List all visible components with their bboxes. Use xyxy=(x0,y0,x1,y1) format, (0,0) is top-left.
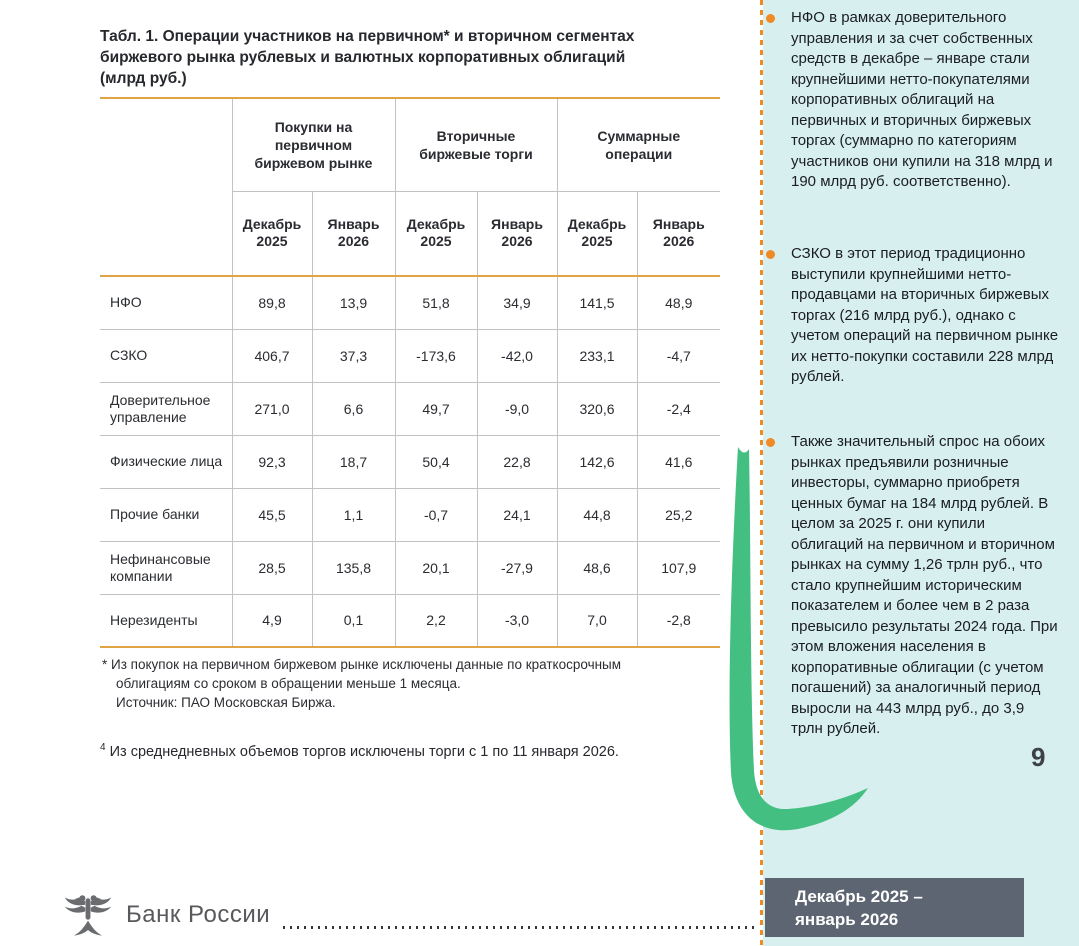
footer-dotted-line xyxy=(283,926,756,929)
cell-value: 233,1 xyxy=(557,329,637,382)
table-title-line-1: Табл. 1. Операции участников на первичном* и вторичном сегментах xyxy=(100,28,635,45)
cell-value: 51,8 xyxy=(395,276,477,329)
table-row-trust-management xyxy=(100,382,720,435)
cell-value: -2,8 xyxy=(637,594,720,647)
footnote-4-marker: 4 xyxy=(100,742,106,753)
period-line-1: Декабрь 2025 – xyxy=(795,886,923,906)
cell-value: 44,8 xyxy=(557,488,637,541)
cell-value: 142,6 xyxy=(557,435,637,488)
row-label: Физические лица xyxy=(100,435,232,488)
footnote-4 xyxy=(100,742,700,760)
cell-value: 50,4 xyxy=(395,435,477,488)
bank-of-russia-brand: Банк России xyxy=(126,901,271,928)
table-title xyxy=(100,26,730,89)
table-row-szko xyxy=(100,329,720,382)
cell-value: 25,2 xyxy=(637,488,720,541)
cell-value: 4,9 xyxy=(232,594,312,647)
cell-value: 24,1 xyxy=(477,488,557,541)
column-group-primary-market: Покупки на первичном биржевом рынке xyxy=(232,98,395,191)
cell-value: 37,3 xyxy=(312,329,395,382)
cell-value: 2,2 xyxy=(395,594,477,647)
cell-value: 271,0 xyxy=(232,382,312,435)
cell-value: 7,0 xyxy=(557,594,637,647)
green-swoosh-arrow-icon xyxy=(722,443,877,848)
cell-value: 48,6 xyxy=(557,541,637,594)
bullet-text: НФО в рамках доверительного управления и за счет собственных средств в декабре – январе стали крупнейшими нетто-покупателями корпоративных облигаций на первичных и вторичных биржевых торгах (суммарно по категориям участников они купили на 318 млрд и 190 млрд руб. соответственно). xyxy=(791,9,1053,190)
cell-value: -9,0 xyxy=(477,382,557,435)
table-row-nonresidents xyxy=(100,594,720,647)
footnote-asterisk: * Из покупок на первичном биржевом рынке исключены данные по краткосрочным облигациям со сроком в обращении меньше 1 месяца. xyxy=(102,657,622,691)
bullet-text: СЗКО в этот период традиционно выступили крупнейшими нетто-продавцами на вторичных биржевых торгах (216 млрд руб.), однако с учетом операций на первичном рынке их нетто-покупки составили 228 млрд рублей. xyxy=(791,245,1059,385)
cell-value: -3,0 xyxy=(477,594,557,647)
cell-value: -2,4 xyxy=(637,382,720,435)
bullet-dot-icon xyxy=(766,250,775,259)
table-row-nonfinancial-companies xyxy=(100,541,720,594)
page-number: 9 xyxy=(1031,742,1046,772)
cell-value: -173,6 xyxy=(395,329,477,382)
sub-header-jan-2026: Январь 2026 xyxy=(312,191,395,276)
column-group-row xyxy=(100,98,720,191)
sub-header-dec-2025: Декабрь 2025 xyxy=(395,191,477,276)
operations-table xyxy=(100,97,720,648)
period-line-2: январь 2026 xyxy=(795,909,899,929)
cell-value: 34,9 xyxy=(477,276,557,329)
row-label: НФО xyxy=(100,276,232,329)
source-note: Источник: ПАО Московская Биржа. xyxy=(116,695,336,710)
bullet-text: Также значительный спрос на обоих рынках предъявили розничные инвесторы, суммарно приобретя ценных бумаг на 184 млрд рублей. В целом за 2025 г. они купили облигаций на первичном и вторичном рынках на сумму 1,26 трлн руб., что стало крупнейшим историческим показателем и более чем в 2 раза превысило результаты 2024 года. При этом вложения населения в корпоративные облигации (с учетом погашений) за аналогичный период выросли на 443 млрд руб., до 3,9 трлн рублей. xyxy=(791,433,1058,737)
table-row-nfo xyxy=(100,276,720,329)
row-label: Нерезиденты xyxy=(100,594,232,647)
footnote-4-text: Из среднедневных объемов торгов исключены торги с 1 по 11 января 2026. xyxy=(105,743,619,760)
cell-value: 18,7 xyxy=(312,435,395,488)
cell-value: 20,1 xyxy=(395,541,477,594)
table-title-line-3: (млрд руб.) xyxy=(100,70,187,87)
cell-value: -27,9 xyxy=(477,541,557,594)
cell-value: 41,6 xyxy=(637,435,720,488)
bullet-item-nfo xyxy=(763,8,1063,193)
cell-value: 320,6 xyxy=(557,382,637,435)
table-row-other-banks xyxy=(100,488,720,541)
cell-value: 1,1 xyxy=(312,488,395,541)
cell-value: 107,9 xyxy=(637,541,720,594)
cell-value: 406,7 xyxy=(232,329,312,382)
row-label: СЗКО xyxy=(100,329,232,382)
cell-value: -42,0 xyxy=(477,329,557,382)
cell-value: -0,7 xyxy=(395,488,477,541)
cell-value: 92,3 xyxy=(232,435,312,488)
cell-value: -4,7 xyxy=(637,329,720,382)
sub-header-dec-2025: Декабрь 2025 xyxy=(557,191,637,276)
cell-value: 48,9 xyxy=(637,276,720,329)
table-row-individuals xyxy=(100,435,720,488)
cell-value: 141,5 xyxy=(557,276,637,329)
sub-header-jan-2026: Январь 2026 xyxy=(637,191,720,276)
cell-value: 89,8 xyxy=(232,276,312,329)
column-group-secondary-trading: Вторичные биржевые торги xyxy=(395,98,557,191)
cell-value: 135,8 xyxy=(312,541,395,594)
cell-value: 0,1 xyxy=(312,594,395,647)
cell-value: 22,8 xyxy=(477,435,557,488)
cell-value: 45,5 xyxy=(232,488,312,541)
bullet-item-szko xyxy=(763,244,1063,388)
table-footnotes xyxy=(102,655,687,712)
bullet-dot-icon xyxy=(766,14,775,23)
row-label: Доверительное управление xyxy=(100,382,232,435)
cell-value: 28,5 xyxy=(232,541,312,594)
column-group-total-operations: Суммарные операции xyxy=(557,98,720,191)
bank-of-russia-eagle-icon xyxy=(60,888,116,944)
sub-header-dec-2025: Декабрь 2025 xyxy=(232,191,312,276)
sub-header-jan-2026: Январь 2026 xyxy=(477,191,557,276)
row-label: Прочие банки xyxy=(100,488,232,541)
period-box xyxy=(765,878,1024,937)
cell-value: 49,7 xyxy=(395,382,477,435)
table-title-line-2: биржевого рынка рублевых и валютных корпоративных облигаций xyxy=(100,49,626,66)
cell-value: 6,6 xyxy=(312,382,395,435)
row-label: Нефинансовые компании xyxy=(100,541,232,594)
table-corner-cell xyxy=(100,98,232,276)
cell-value: 13,9 xyxy=(312,276,395,329)
